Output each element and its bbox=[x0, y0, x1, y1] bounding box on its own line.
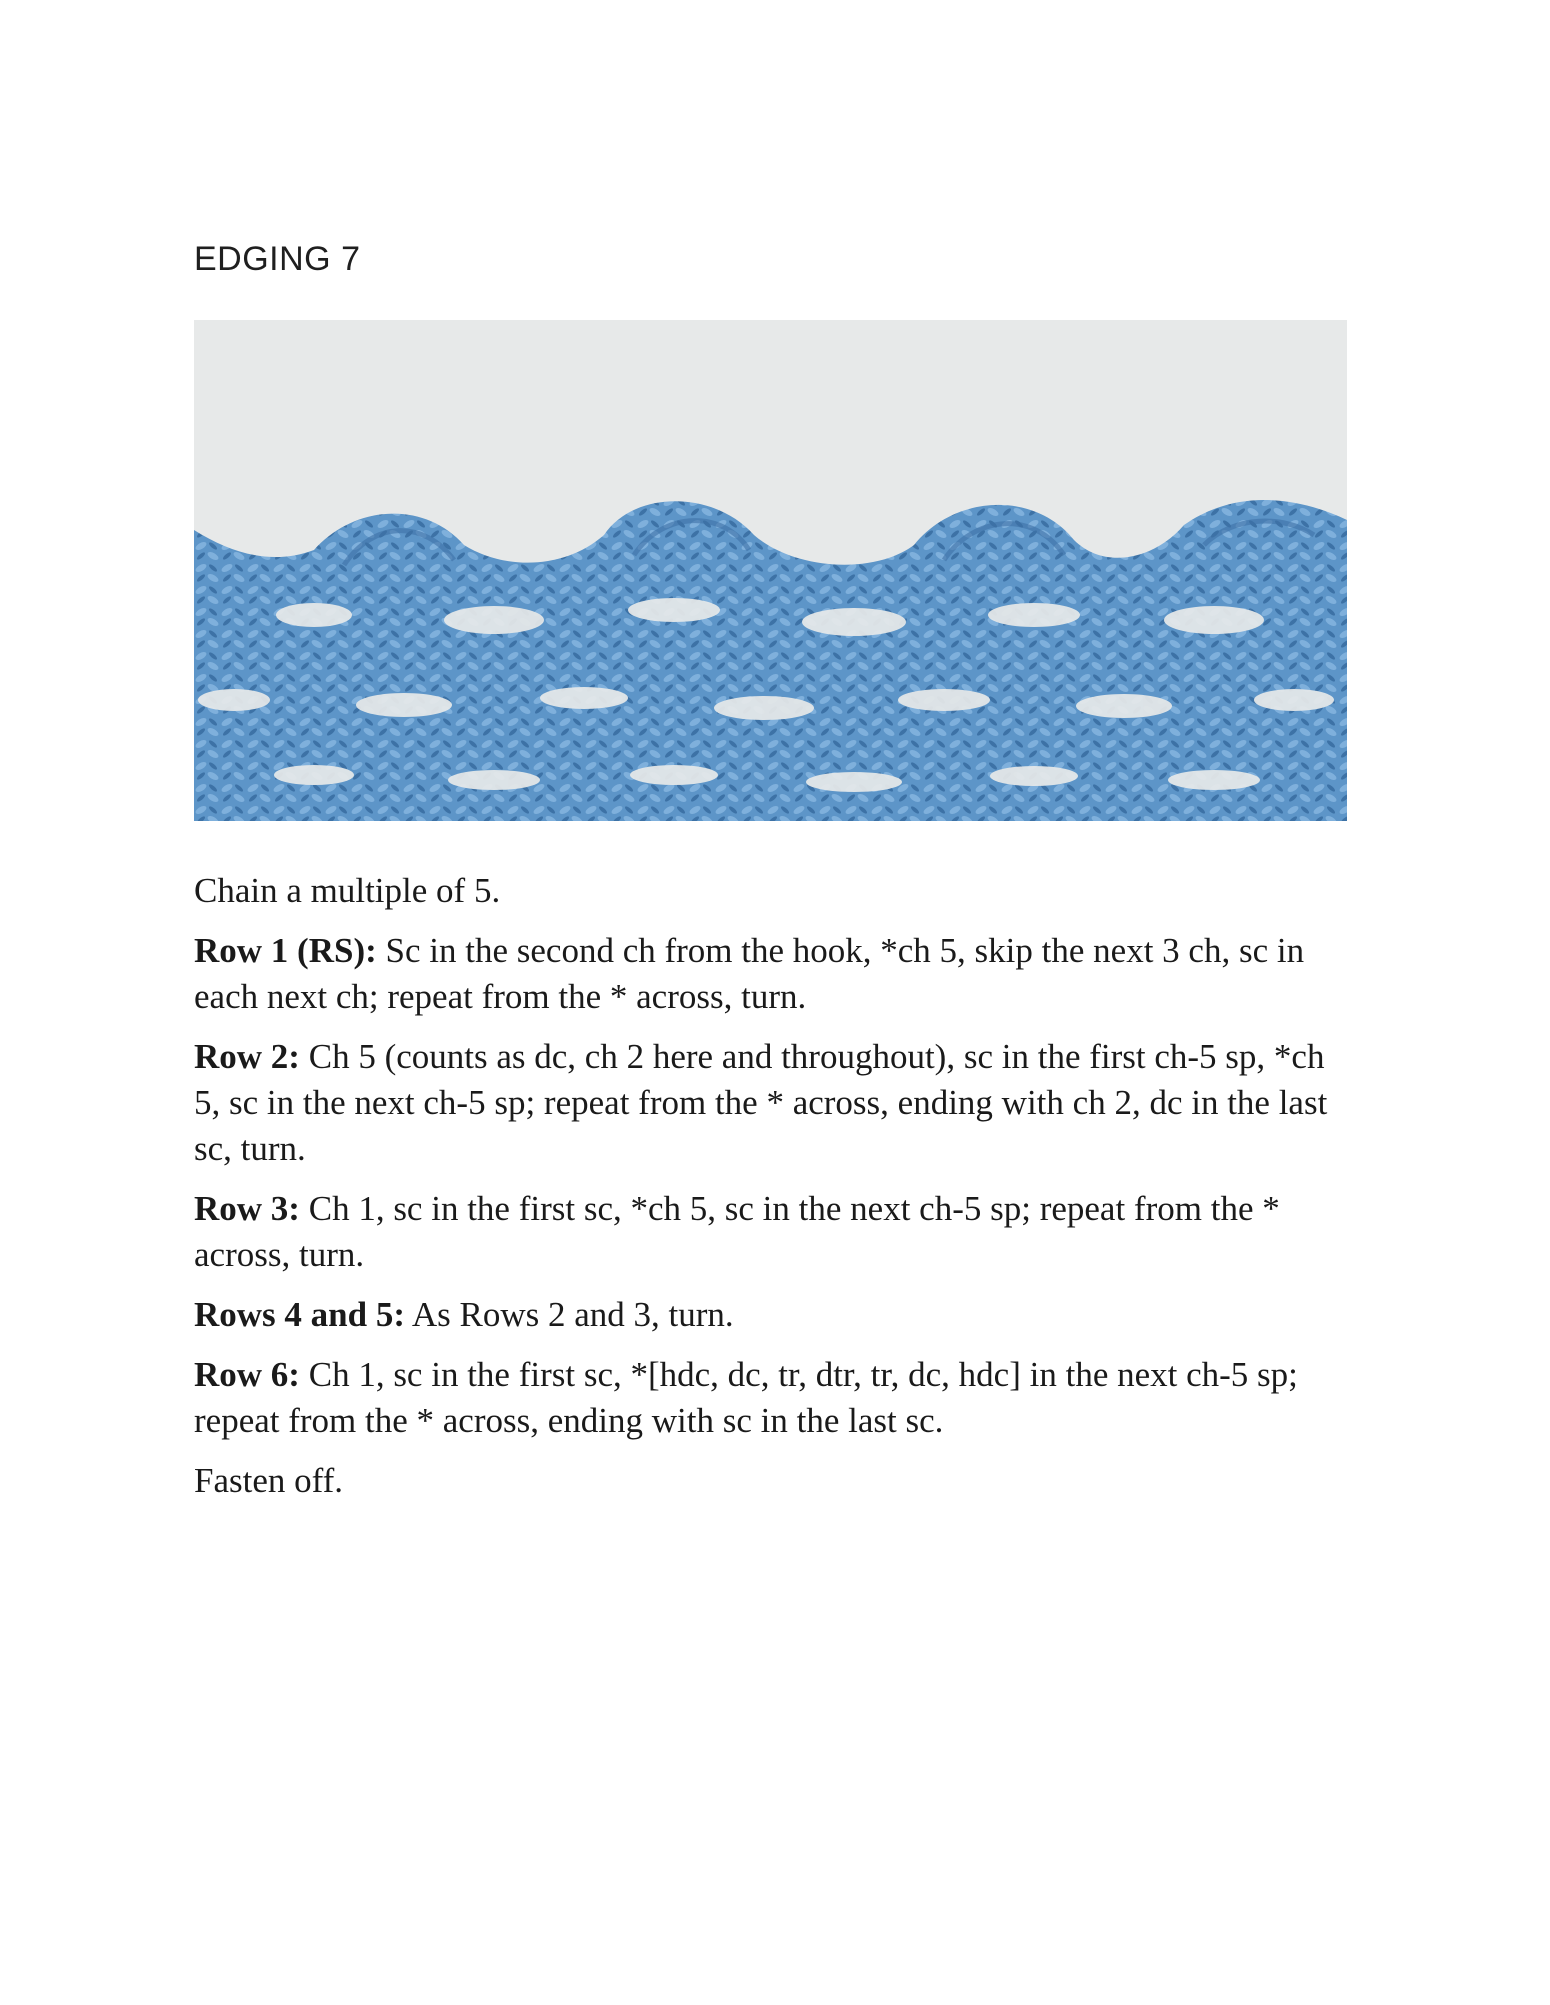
instruction-row-1: Row 1 (RS): Sc in the second ch from the hook, *ch 5, skip the next 3 ch, sc in each next ch; repeat from the * across, turn. bbox=[194, 931, 1305, 1016]
row-label: Rows 4 and 5: bbox=[194, 1295, 406, 1334]
row-label: Row 3: bbox=[194, 1189, 300, 1228]
instruction-row-6: Row 6: Ch 1, sc in the first sc, *[hdc, dc, tr, dtr, tr, dc, hdc] in the next ch-5 sp; repeat from the * across, ending with sc in the last sc. bbox=[194, 1355, 1298, 1440]
page-title: EDGING 7 bbox=[194, 240, 361, 278]
instructions bbox=[194, 868, 1354, 1518]
row-label: Row 1 (RS): bbox=[194, 931, 377, 970]
instruction-rows-4-5: Rows 4 and 5: As Rows 2 and 3, turn. bbox=[194, 1295, 734, 1334]
instruction-row-3: Row 3: Ch 1, sc in the first sc, *ch 5, sc in the next ch-5 sp; repeat from the * across, turn. bbox=[194, 1189, 1280, 1274]
crochet-edging-photo bbox=[194, 320, 1347, 821]
instruction-row-2: Row 2: Ch 5 (counts as dc, ch 2 here and throughout), sc in the first ch-5 sp, *ch 5, sc in the next ch-5 sp; repeat from the * across, ending with ch 2, dc in the last sc, turn. bbox=[194, 1037, 1328, 1168]
instruction-chain: Chain a multiple of 5. bbox=[194, 871, 501, 910]
row-label: Row 2: bbox=[194, 1037, 300, 1076]
row-label: Row 6: bbox=[194, 1355, 300, 1394]
instruction-fasten-off: Fasten off. bbox=[194, 1461, 344, 1500]
